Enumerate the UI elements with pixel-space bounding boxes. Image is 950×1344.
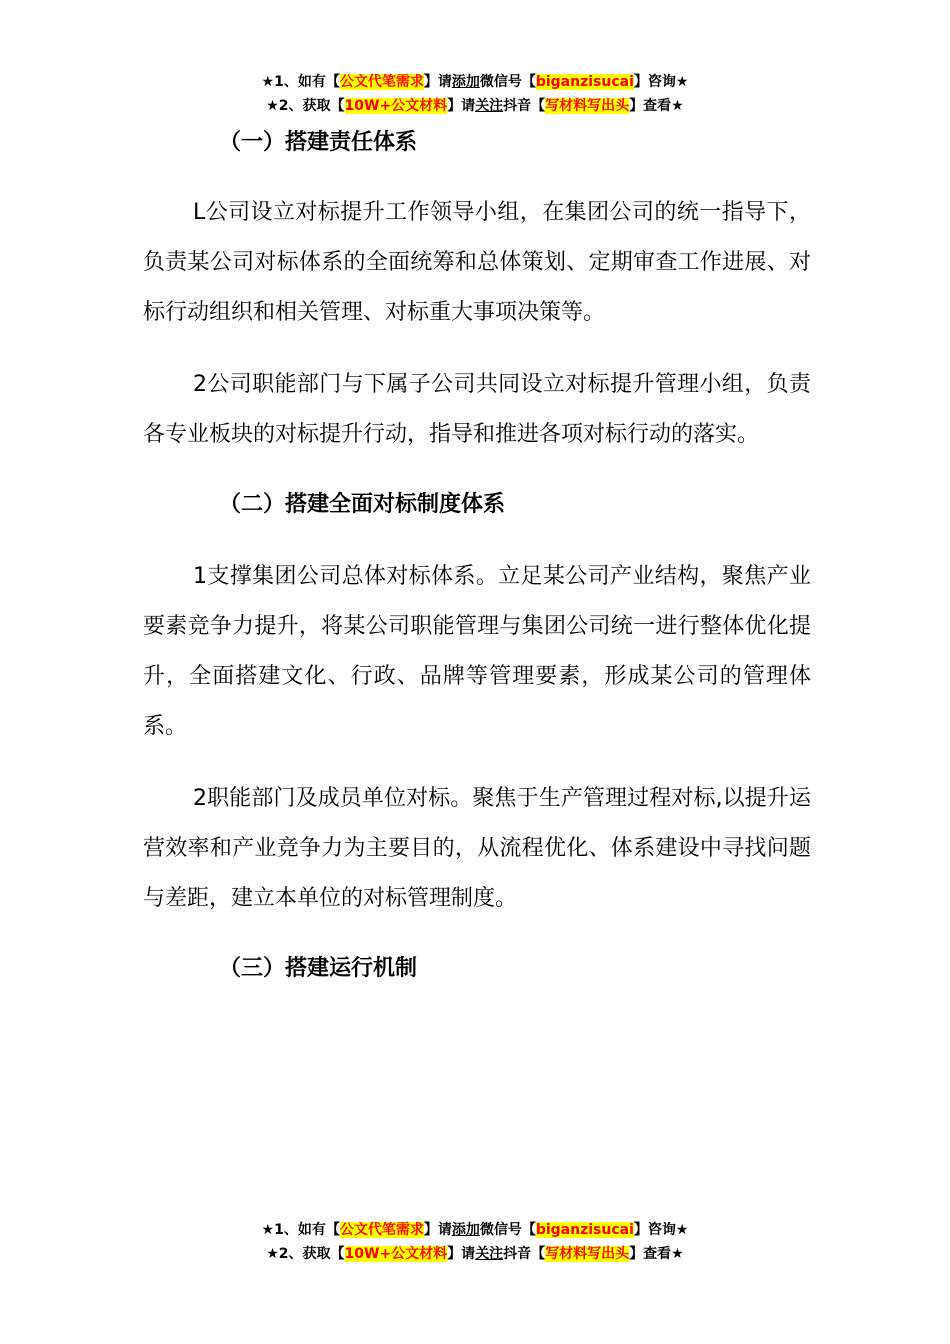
footer-banner xyxy=(0,1218,950,1266)
highlight-materials: 10W+公文材料 xyxy=(344,98,448,114)
paragraph: L公司设立对标提升工作领导小组，在集团公司的统一指导下，负责某公司对标体系的全面统筹和总体策划、定期审查工作进展、对标行动组织和相关管理、对标重大事项决策等。 xyxy=(143,200,811,325)
highlight-materials: 10W+公文材料 xyxy=(344,1246,448,1262)
header-banner xyxy=(0,70,950,118)
section-heading-3: （三）搭建运行机制 xyxy=(219,956,418,981)
banner-line-1: ★1、如有【公文代笔需求】请添加微信号【biganzisucai】咨询★ xyxy=(261,1222,689,1238)
section-heading-2: （二）搭建全面对标制度体系 xyxy=(219,492,506,517)
paragraph: 2公司职能部门与下属子公司共同设立对标提升管理小组，负责各专业板块的对标提升行动，指导和推进各项对标行动的落实。 xyxy=(143,372,811,447)
highlight-wechat-id: biganzisucai xyxy=(535,74,634,90)
section-heading-1: （一）搭建责任体系 xyxy=(219,130,418,155)
banner-line-2: ★2、获取【10W+公文材料】请关注抖音【写材料写出头】查看★ xyxy=(266,98,684,114)
paragraph: 2职能部门及成员单位对标。聚焦于生产管理过程对标,以提升运营效率和产业竞争力为主要目的，从流程优化、体系建设中寻找问题与差距，建立本单位的对标管理制度。 xyxy=(143,786,811,911)
highlight-douyin-account: 写材料写出头 xyxy=(545,98,630,114)
banner-line-1: ★1、如有【公文代笔需求】请添加微信号【biganzisucai】咨询★ xyxy=(261,74,689,90)
banner-line-2: ★2、获取【10W+公文材料】请关注抖音【写材料写出头】查看★ xyxy=(266,1246,684,1262)
highlight-service: 公文代笔需求 xyxy=(339,74,424,90)
paragraph: 1支撑集团公司总体对标体系。立足某公司产业结构，聚焦产业要素竞争力提升，将某公司职能管理与集团公司统一进行整体优化提升，全面搭建文化、行政、品牌等管理要素，形成某公司的管理体系。 xyxy=(143,564,811,739)
highlight-wechat-id: biganzisucai xyxy=(535,1222,634,1238)
highlight-douyin-account: 写材料写出头 xyxy=(545,1246,630,1262)
highlight-service: 公文代笔需求 xyxy=(339,1222,424,1238)
document-body xyxy=(143,118,811,994)
